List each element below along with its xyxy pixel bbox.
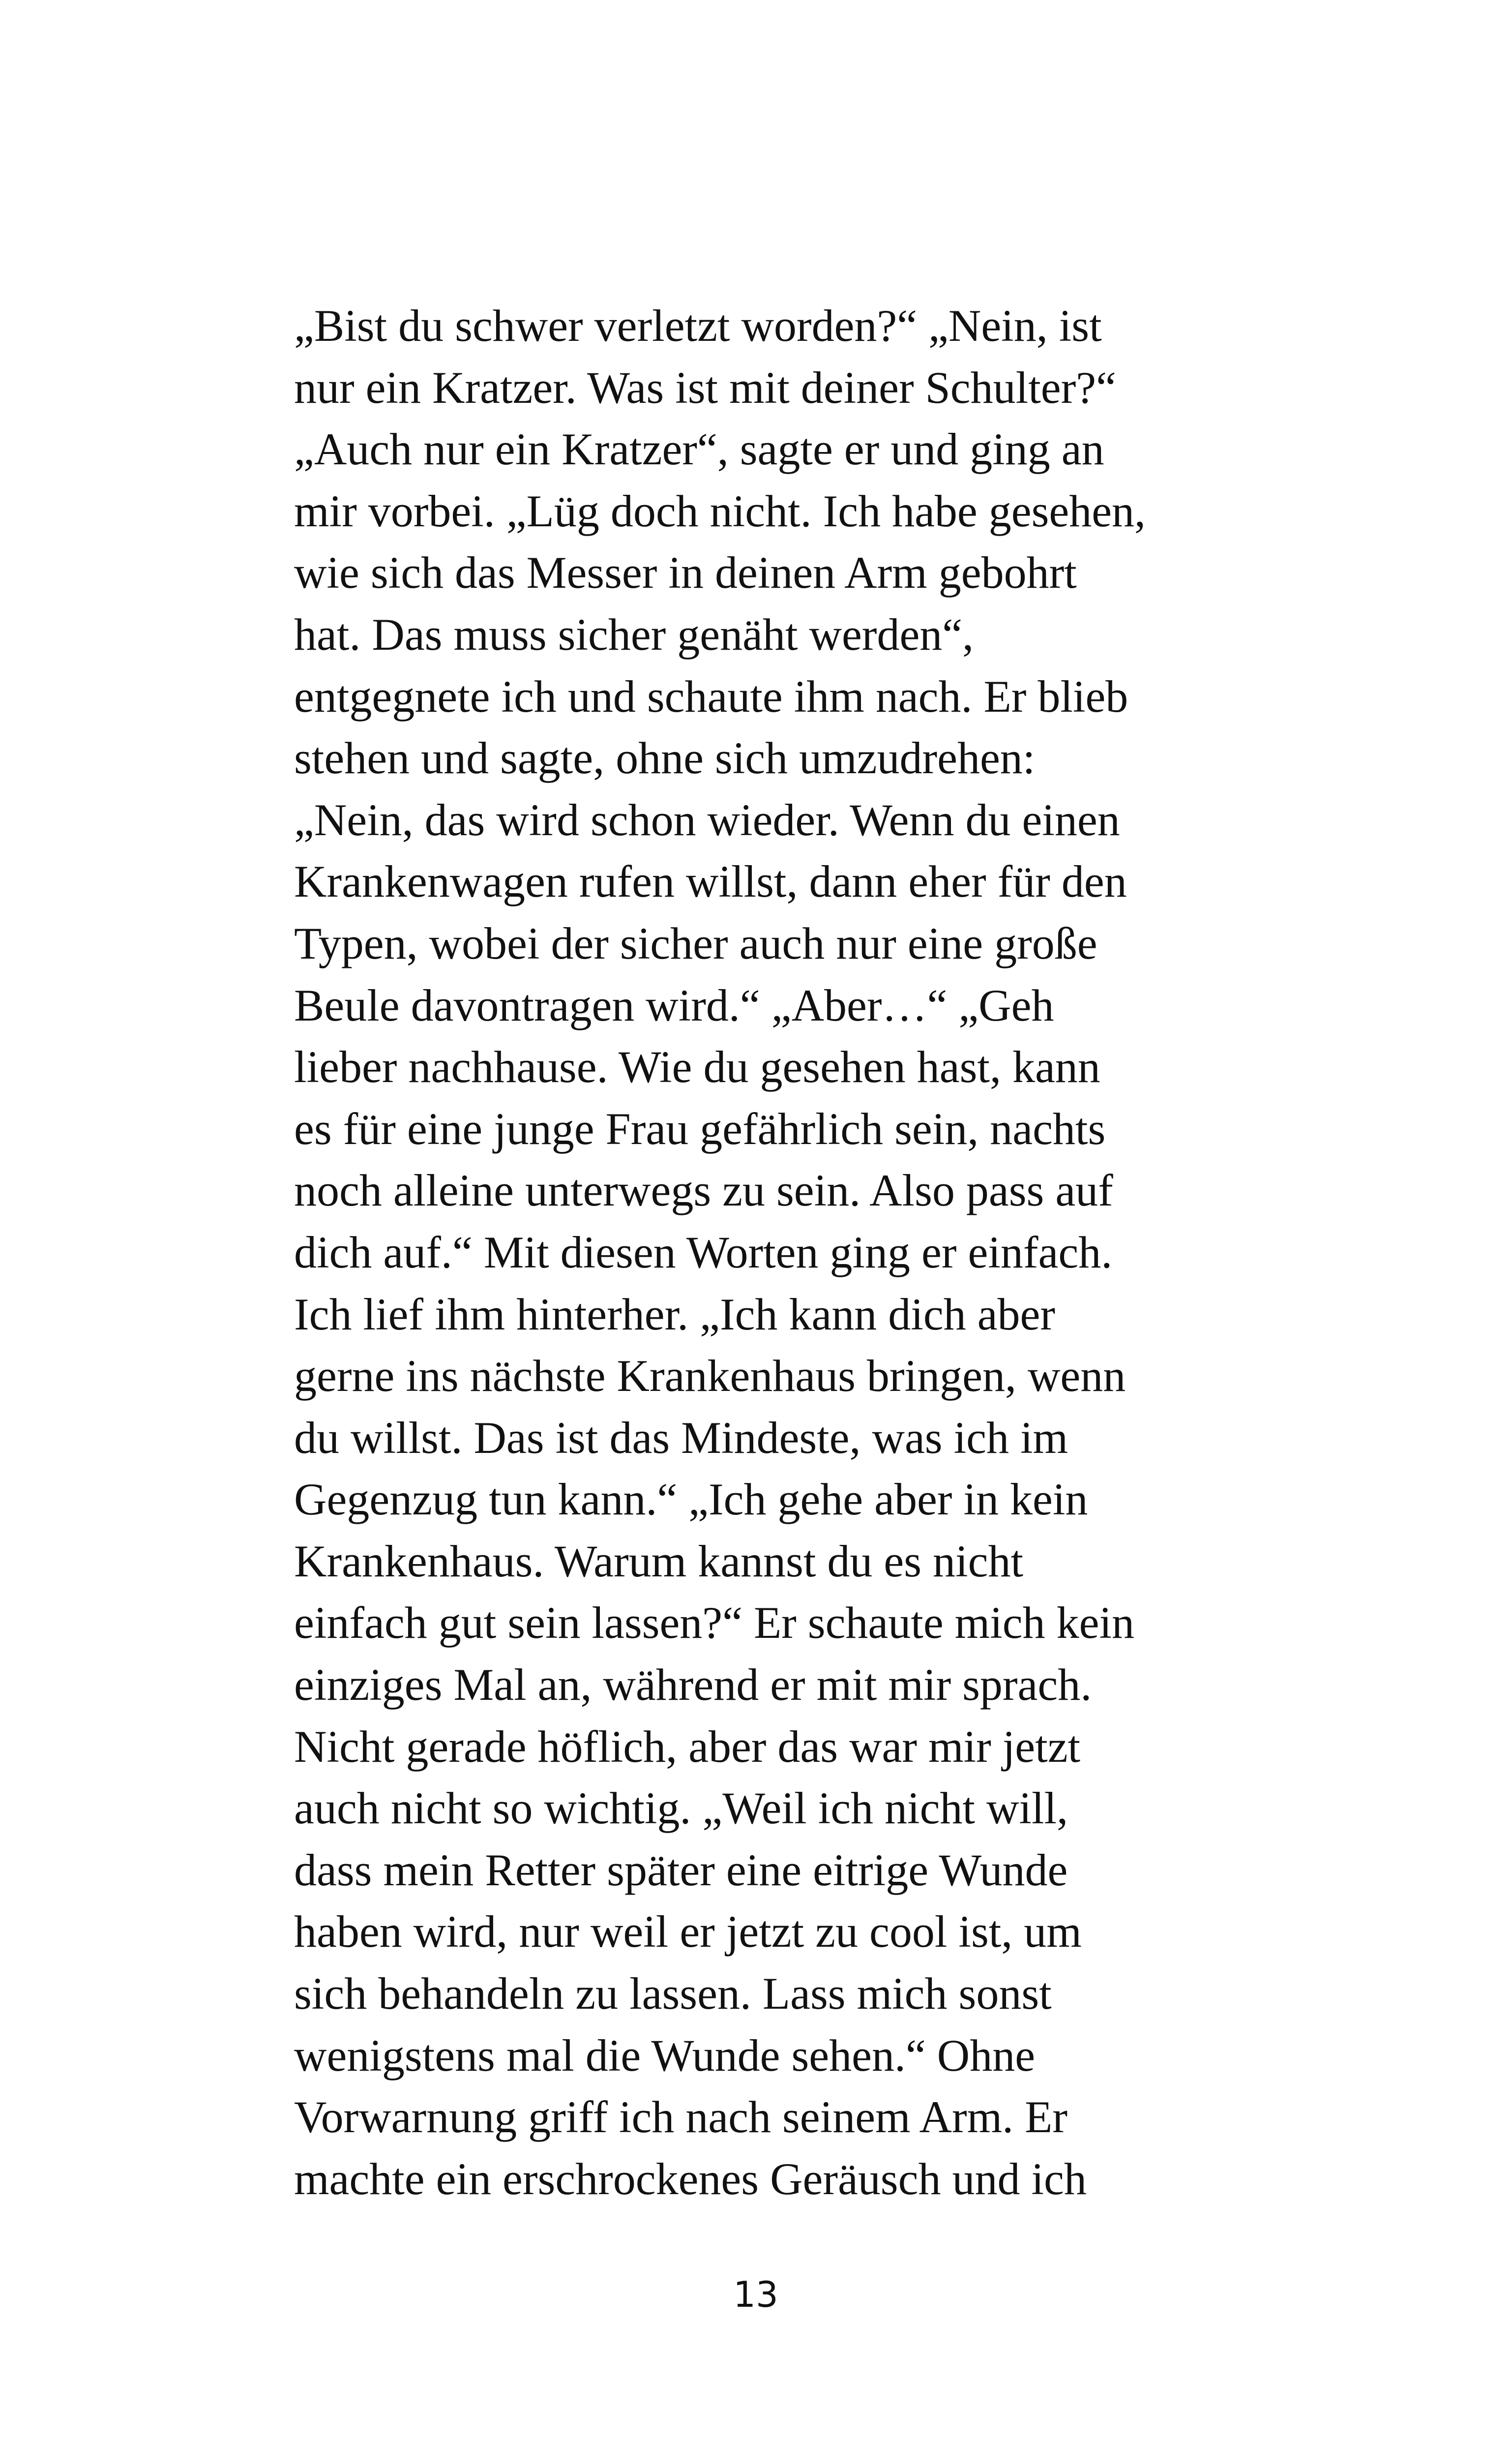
text-line: noch alleine unterwegs zu sein. Also pass auf [294,1165,1113,1216]
text-line: nur ein Kratzer. Was ist mit deiner Schulter?“ [294,362,1116,413]
text-line: dass mein Retter später eine eitrige Wunde [294,1844,1068,1895]
text-line: Gegenzug tun kann.“ „Ich gehe aber in kein [294,1474,1088,1525]
text-line: auch nicht so wichtig. „Weil ich nicht will, [294,1783,1068,1834]
text-line: „Nein, das wird schon wieder. Wenn du einen [294,794,1120,845]
text-line: es für eine junge Frau gefährlich sein, nachts [294,1103,1106,1154]
text-line: wie sich das Messer in deinen Arm gebohrt [294,547,1077,598]
text-line: entgegnete ich und schaute ihm nach. Er blieb [294,671,1128,722]
text-line: machte ein erschrockenes Geräusch und ich [294,2153,1087,2204]
body-text [294,295,1277,2210]
text-line: Typen, wobei der sicher auch nur eine große [294,918,1097,968]
text-line: einziges Mal an, während er mit mir sprach. [294,1659,1092,1710]
text-line: Vorwarnung griff ich nach seinem Arm. Er [294,2092,1067,2142]
text-line: du willst. Das ist das Mindeste, was ich im [294,1412,1068,1463]
text-line: haben wird, nur weil er jetzt zu cool ist, um [294,1906,1082,1957]
text-line: stehen und sagte, ohne sich umzudrehen: [294,733,1036,784]
text-line: hat. Das muss sicher genäht werden“, [294,609,974,660]
text-line: lieber nachhause. Wie du gesehen hast, kann [294,1042,1100,1092]
text-line: Krankenhaus. Warum kannst du es nicht [294,1536,1024,1586]
text-line: einfach gut sein lassen?“ Er schaute mich kein [294,1598,1135,1648]
text-line: sich behandeln zu lassen. Lass mich sonst [294,1968,1052,2019]
text-line: dich auf.“ Mit diesen Worten ging er einfach. [294,1227,1113,1277]
text-line: mir vorbei. „Lüg doch nicht. Ich habe gesehen, [294,485,1146,536]
text-line: Ich lief ihm hinterher. „Ich kann dich aber [294,1289,1056,1339]
text-line: gerne ins nächste Krankenhaus bringen, wenn [294,1351,1126,1401]
text-line: Krankenwagen rufen willst, dann eher für den [294,856,1127,907]
text-line: „Auch nur ein Kratzer“, sagte er und ging an [294,424,1104,475]
text-line: wenigstens mal die Wunde sehen.“ Ohne [294,2030,1036,2081]
text-line: „Bist du schwer verletzt worden?“ „Nein, ist [294,301,1102,351]
text-line: Beule davontragen wird.“ „Aber…“ „Geh [294,980,1054,1030]
text-line: Nicht gerade höflich, aber das war mir jetzt [294,1721,1081,1772]
page-number: 13 [733,2274,778,2315]
